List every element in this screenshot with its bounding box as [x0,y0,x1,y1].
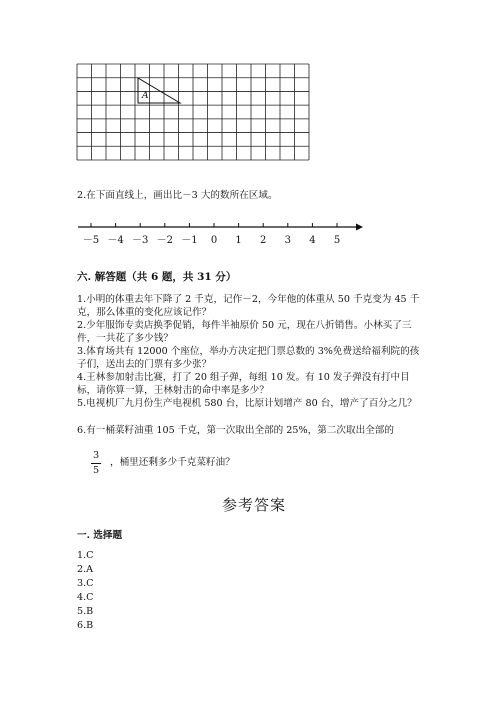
problem-line: 3.体育场共有 12000 个座位，举办方决定把门票总数的 3%免费送给福利院的孩 [77,346,420,357]
q2-text: 2.在下面直线上，画出比－3 大的数所在区域。 [77,190,278,201]
number-line-label: －4 [107,235,124,246]
grid-lines [77,64,309,160]
answer-item: 4.C [77,592,94,603]
triangle-label: A [142,91,149,101]
arrow-right-icon [356,224,363,231]
number-line-label: 2 [260,235,267,246]
number-line-label: 1 [235,235,242,246]
problem-line: 5.电视机厂九月份生产电视机 580 台，比原计划增产 80 台，增产了百分之几？ [77,398,417,409]
answer-item: 5.B [77,606,94,617]
problem-line: 4.王林参加射击比赛，打了 20 组子弹，每组 10 发。有 10 发子弹没有打中目 [77,372,410,383]
answers-section-heading: 一. 选择题 [77,530,123,541]
number-line-label: 3 [284,235,291,246]
answer-item: 2.A [77,564,94,575]
number-line-label: －2 [156,235,173,246]
number-line-label: －3 [132,235,149,246]
fraction-numerator: 3 [93,450,100,461]
problem-line: 子们，送出去的门票有多少张？ [77,359,212,370]
problem-line: 件，一共花了多少钱？ [77,333,173,344]
problem-line: 标，请你算一算，王林射击的命中率是多少？ [77,385,269,396]
number-line [70,218,370,250]
grid-figure [76,63,312,163]
fraction-bar [91,463,101,464]
answer-item: 1.C [77,550,94,561]
answer-item: 6.B [77,620,94,631]
problem-line: 克，那么体重的变化应该记作？ [77,307,212,318]
problem6-tail: ，桶里还剩多少千克菜籽油？ [110,457,235,468]
problem-line: 1.小明的体重去年下降了 2 千克，记作－2，今年他的体重从 50 千克变为 45 千 [77,294,420,305]
problem-line: 2.少年服饰专卖店换季促销，每件半袖原价 50 元，现在八折销售。小林买了三 [77,320,412,331]
number-line-label: 4 [309,235,316,246]
number-line-label: －1 [181,235,198,246]
number-line-label: 5 [333,235,341,246]
fraction-denominator: 5 [93,465,100,476]
number-line-label: 0 [210,235,218,246]
problem6-line: 6.有一桶菜籽油重 105 千克，第一次取出全部的 25%，第二次取出全部的 [77,425,394,436]
section6-heading: 六. 解答题（共 6 题，共 31 分） [77,271,237,283]
number-line-label: －5 [82,235,100,246]
answers-title: 参考答案 [222,496,287,514]
answer-item: 3.C [77,578,94,589]
